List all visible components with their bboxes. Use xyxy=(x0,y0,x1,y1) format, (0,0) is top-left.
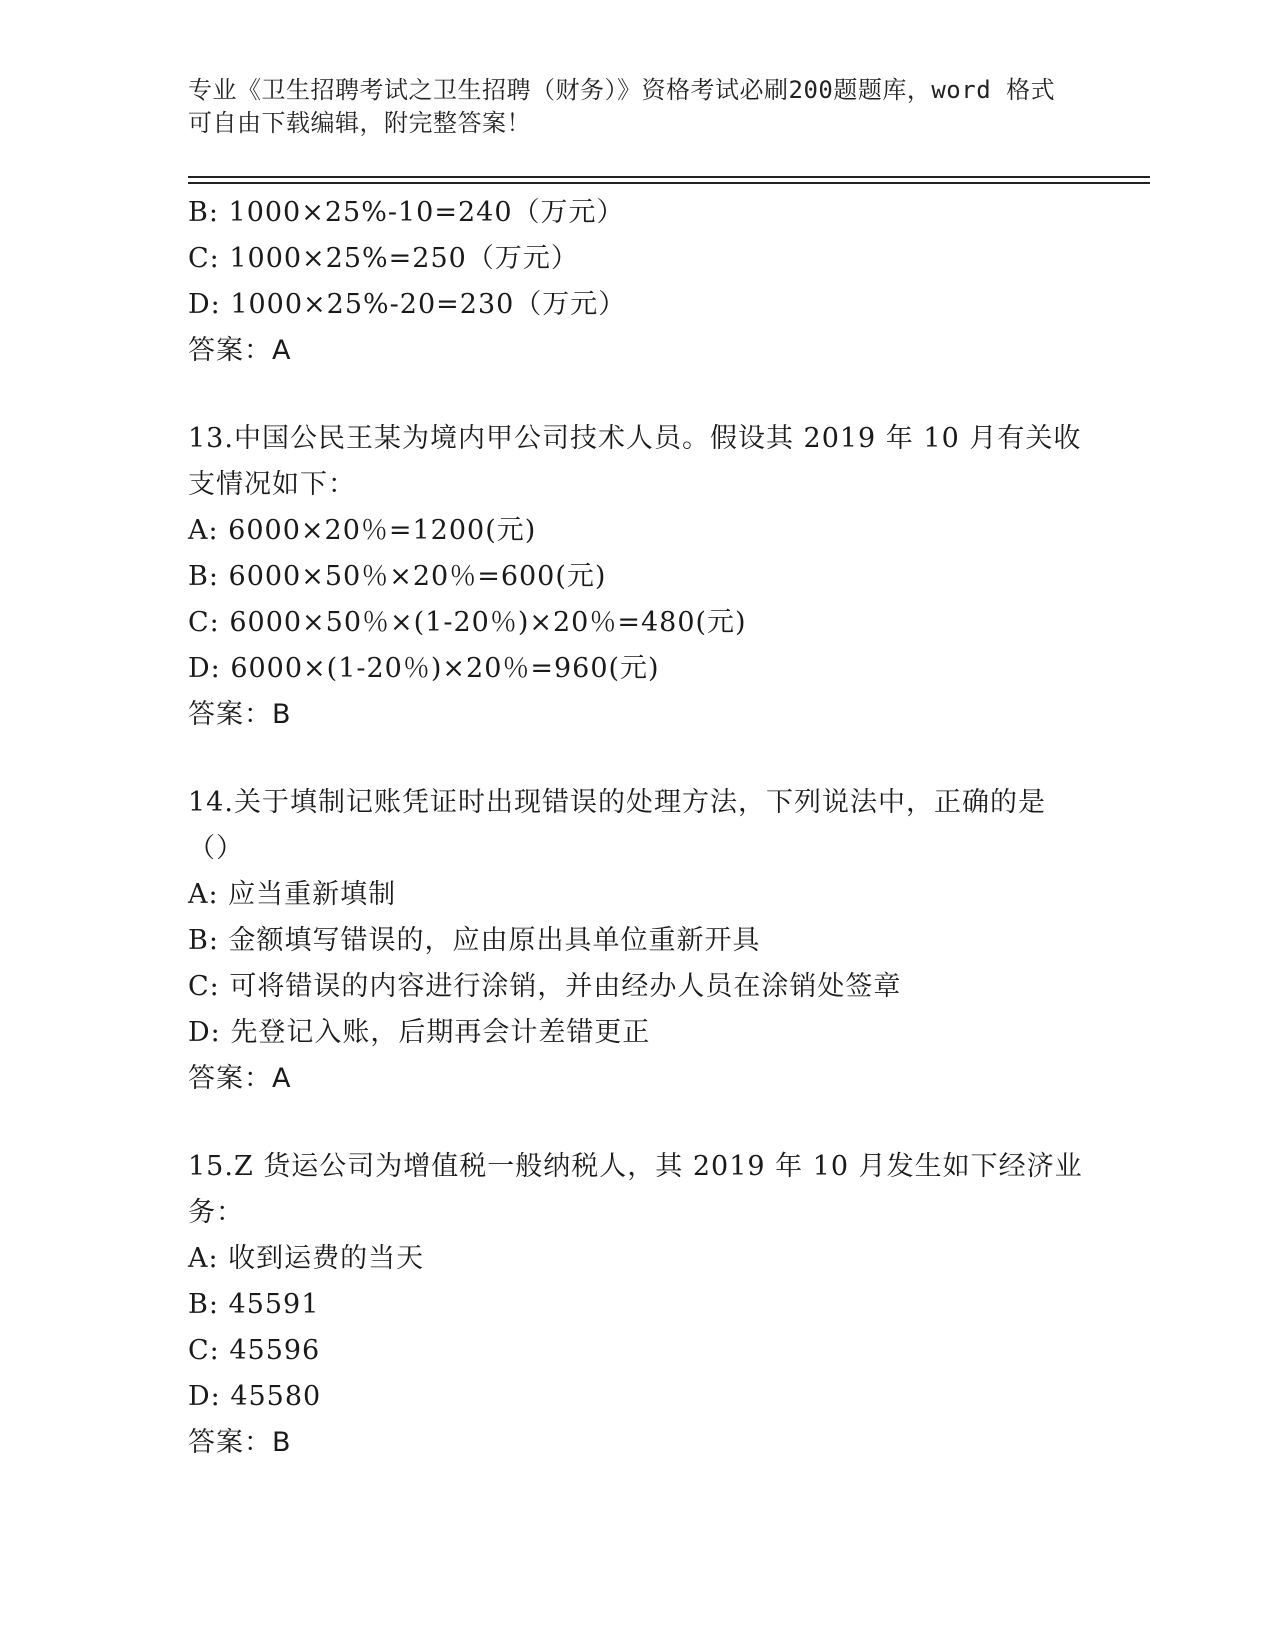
answer-line: 答案：B xyxy=(188,699,292,730)
option-d: D: 6000×(1-20％)×20％=960(元) xyxy=(188,653,660,684)
option-a: A: 应当重新填制 xyxy=(188,879,397,910)
option-c: C: 1000×25%=250（万元） xyxy=(188,243,579,274)
option-a: A: 6000×20％=1200(元) xyxy=(188,515,537,546)
option-c: C: 可将错误的内容进行涂销，并由经办人员在涂销处签章 xyxy=(188,971,902,1002)
option-b: B: 金额填写错误的，应由原出具单位重新开具 xyxy=(188,925,761,956)
option-b: B: 1000×25%-10=240（万元） xyxy=(188,197,625,228)
question-stem-continued: 支情况如下： xyxy=(188,469,356,500)
header-divider-bottom xyxy=(188,182,1150,184)
option-d: D: 45580 xyxy=(188,1381,322,1412)
answer-line: 答案：A xyxy=(188,335,292,366)
option-d: D: 先登记入账，后期再会计差错更正 xyxy=(188,1017,651,1048)
header-line-2: 可自由下载编辑，附完整答案！ xyxy=(188,109,531,137)
question-14 xyxy=(188,780,1088,1102)
question-stem: 14.关于填制记账凭证时出现错误的处理方法，下列说法中，正确的是 xyxy=(188,787,1046,818)
answer-line: 答案：A xyxy=(188,1063,292,1094)
question-stem: 13.中国公民王某为境内甲公司技术人员。假设其 2019 年 10 月有关收 xyxy=(188,423,1082,454)
option-d: D: 1000×25%-20=230（万元） xyxy=(188,289,627,320)
answer-line: 答案：B xyxy=(188,1427,292,1458)
document-header xyxy=(188,74,1088,140)
question-12-tail xyxy=(188,190,1088,374)
question-stem: 15.Z 货运公司为增值税一般纳税人，其 2019 年 10 月发生如下经济业 xyxy=(188,1151,1083,1182)
spacer xyxy=(188,374,1088,416)
spacer xyxy=(188,738,1088,780)
option-b: B: 6000×50％×20％=600(元) xyxy=(188,561,607,592)
question-15 xyxy=(188,1144,1088,1466)
option-b: B: 45591 xyxy=(188,1289,320,1320)
question-13 xyxy=(188,416,1088,738)
header-line-1: 专业《卫生招聘考试之卫生招聘（财务）》资格考试必刷200题题库，word 格式 xyxy=(188,76,1056,104)
question-list xyxy=(188,190,1088,1466)
spacer xyxy=(188,1102,1088,1144)
question-stem-continued: 务： xyxy=(188,1197,244,1228)
question-stem-continued: （） xyxy=(188,833,244,864)
option-a: A: 收到运费的当天 xyxy=(188,1243,425,1274)
header-divider-top xyxy=(188,176,1150,178)
option-c: C: 6000×50％×(1-20％)×20％=480(元) xyxy=(188,607,747,638)
option-c: C: 45596 xyxy=(188,1335,321,1366)
